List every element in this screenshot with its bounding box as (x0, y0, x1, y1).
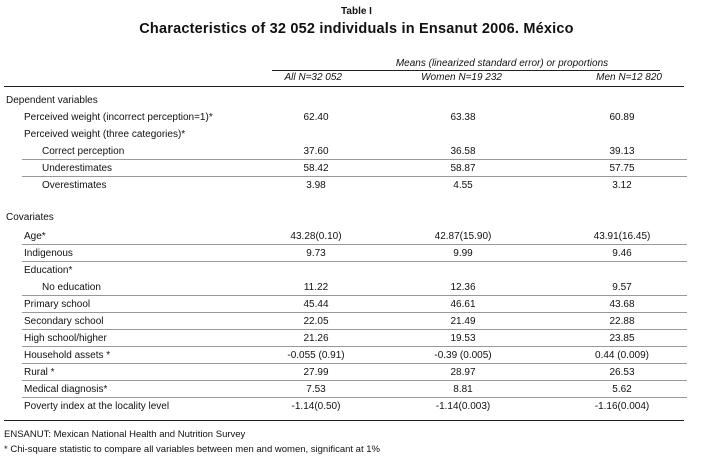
row-label: High school/higher (24, 333, 107, 344)
row-label: Perceived weight (incorrect perception=1)* (24, 112, 213, 123)
cell-all: 3.98 (306, 180, 326, 191)
table-row (0, 399, 713, 415)
cell-men: 3.12 (612, 180, 632, 191)
cell-all: 37.60 (303, 146, 329, 157)
row-label: Rural * (24, 367, 55, 378)
cell-all: 62.40 (303, 112, 329, 123)
cell-men: 43.68 (609, 299, 635, 310)
table-row (0, 178, 713, 194)
section-heading-row (0, 93, 713, 109)
cell-all: 58.42 (303, 163, 329, 174)
table-row (0, 280, 713, 296)
table-row (0, 314, 713, 330)
section-heading-row (0, 210, 713, 226)
table-row (0, 229, 713, 245)
row-divider (22, 346, 687, 347)
row-label: Poverty index at the locality level (24, 401, 170, 412)
cell-women: 46.61 (450, 299, 476, 310)
section-heading-covariates: Covariates (6, 212, 54, 223)
cell-men: 0.44 (0.009) (595, 350, 649, 361)
cell-all: 9.73 (306, 248, 326, 259)
table-row (0, 263, 713, 279)
row-divider (22, 295, 687, 296)
cell-all: -0.055 (0.91) (287, 350, 345, 361)
row-divider (22, 159, 687, 160)
caption-underline (272, 70, 660, 71)
row-label: Primary school (24, 299, 91, 310)
row-divider (22, 380, 687, 381)
header-rule (4, 86, 684, 87)
row-label: Correct perception (42, 146, 125, 157)
row-divider (22, 312, 687, 313)
cell-men: 9.46 (612, 248, 632, 259)
row-label: Indigenous (24, 248, 73, 259)
row-label: Underestimates (42, 163, 113, 174)
row-divider (22, 363, 687, 364)
footnote-abbreviation: ENSANUT: Mexican National Health and Nutrition Survey (4, 429, 246, 440)
cell-men: 5.62 (612, 384, 632, 395)
row-divider (22, 244, 687, 245)
means-caption: Means (linearized standard error) or proportions (395, 58, 609, 69)
row-label: Education* (24, 265, 73, 276)
cell-women: 9.99 (453, 248, 473, 259)
cell-women: 19.53 (450, 333, 476, 344)
cell-men: 26.53 (609, 367, 635, 378)
cell-women: 12.36 (450, 282, 476, 293)
cell-all: 27.99 (303, 367, 329, 378)
table-row (0, 331, 713, 347)
cell-men: 39.13 (609, 146, 635, 157)
cell-women: 36.58 (450, 146, 476, 157)
cell-women: 28.97 (450, 367, 476, 378)
cell-men: 9.57 (612, 282, 632, 293)
cell-men: -1.16(0.004) (594, 401, 650, 412)
cell-all: 21.26 (303, 333, 329, 344)
row-label: Medical diagnosis* (24, 384, 108, 395)
row-divider (22, 329, 687, 330)
row-divider (22, 176, 687, 177)
cell-men: 57.75 (609, 163, 635, 174)
table-row (0, 161, 713, 177)
table-title: Characteristics of 32 052 individuals in Ensanut 2006. México (139, 21, 574, 37)
table-row (0, 144, 713, 160)
cell-women: -0.39 (0.005) (434, 350, 492, 361)
row-divider (22, 261, 687, 262)
table-row (0, 297, 713, 313)
column-header-men: Men N=12 820 (596, 72, 662, 83)
row-label: No education (42, 282, 101, 293)
table-row (0, 348, 713, 364)
cell-women: 4.55 (453, 180, 473, 191)
column-header-all: All N=32 052 (284, 72, 342, 83)
row-label: Perceived weight (three categories)* (24, 129, 186, 140)
row-label: Overestimates (42, 180, 107, 191)
cell-women: 63.38 (450, 112, 476, 123)
table-row (0, 246, 713, 262)
row-divider (22, 397, 687, 398)
cell-women: 58.87 (450, 163, 476, 174)
cell-all: 7.53 (306, 384, 326, 395)
cell-all: 43.28(0.10) (290, 231, 342, 242)
row-label: Household assets * (24, 350, 111, 361)
row-label: Age* (24, 231, 46, 242)
cell-all: 45.44 (303, 299, 329, 310)
cell-men: 43.91(16.45) (593, 231, 651, 242)
column-header-women: Women N=19 232 (421, 72, 502, 83)
cell-all: 22.05 (303, 316, 329, 327)
table-row (0, 365, 713, 381)
cell-all: 11.22 (303, 282, 329, 293)
cell-men: 22.88 (609, 316, 635, 327)
table-bottom-rule (4, 420, 684, 421)
cell-women: 21.49 (450, 316, 476, 327)
section-heading-dependent: Dependent variables (6, 95, 98, 106)
table-row (0, 110, 713, 126)
cell-women: 42.87(15.90) (434, 231, 492, 242)
footnote-significance: * Chi-square statistic to compare all variables between men and women, significant at 1% (4, 444, 380, 455)
cell-men: 60.89 (609, 112, 635, 123)
table-label: Table I (341, 6, 372, 17)
table-row (0, 382, 713, 398)
row-label: Secondary school (24, 316, 104, 327)
cell-women: -1.14(0.003) (435, 401, 491, 412)
cell-men: 23.85 (609, 333, 635, 344)
cell-all: -1.14(0.50) (291, 401, 341, 412)
table-row (0, 127, 713, 143)
cell-women: 8.81 (453, 384, 473, 395)
